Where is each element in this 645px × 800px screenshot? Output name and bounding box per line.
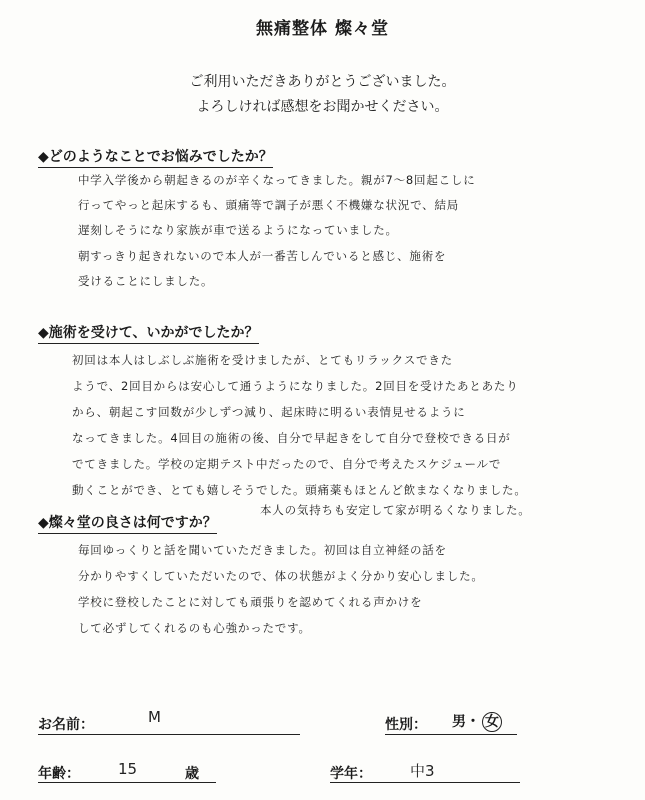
page-title: 無痛整体 燦々堂 [256,19,389,39]
age-underline [38,782,216,783]
intro-line-2: よろしければ感想をお聞かせください。 [196,99,449,115]
answer-line: 行ってやっと起床するも、頭痛等で調子が悪く不機嫌な状況で、結局 [78,198,460,212]
answer-line: でてきました。学校の定期テスト中だったので、自分で考えたスケジュールで [72,457,502,471]
age-value: 15 [118,760,138,778]
answer-line: 本人の気持ちも安定して家が明るくなりました。 [260,503,531,517]
section-heading-concerns: ◆どのようなことでお悩みでしたか？ [38,146,273,168]
intro-line-1: ご利用いただきありがとうございました。 [189,74,456,90]
age-unit: 歳 [185,766,199,782]
answer-line: 初回は本人はしぶしぶ施術を受けましたが、とてもリラックスできた [72,353,453,367]
answer-line: 受けることにしました。 [78,274,214,288]
name-value: M [148,708,161,726]
answer-line: 学校に登校したことに対しても頑張りを認めてくれる声かけを [78,595,423,609]
answer-line: 朝すっきり起きれないので本人が一番苦しんでいると感じ、施術を [78,249,447,263]
grade-underline [330,782,520,783]
grade-value: 中3 [410,762,435,780]
section-heading-strengths: ◆燦々堂の良さは何ですか？ [38,512,217,534]
name-label: お名前： [38,717,94,733]
gender-male: 男 [452,714,466,730]
answer-line: 分かりやすくしていただいたので、体の状態がよく分かり安心しました。 [78,569,484,583]
intro-text [0,70,645,120]
age-label: 年齢： [38,766,80,782]
grade-label: 学年： [330,766,372,782]
answer-line: 動くことができ、とても嬉しそうでした。頭痛薬もほとんど飲まなくなりました。 [72,483,527,497]
answer-line: から、朝起こす回数が少しずつ減り、起床時に明るい表情見せるように [72,405,466,419]
answer-line: なってきました。4回目の施術の後、自分で早起きをして自分で登校できる日が [72,431,511,445]
answer-line: ようで、2回目からは安心して通うようになりました。2回目を受けたあとあたり [72,379,519,393]
gender-options [452,711,502,732]
answer-line: して必ずしてくれるのも心強かったです。 [78,621,311,635]
answer-line: 毎回ゆっくりと話を聞いていただきました。初回は自立神経の話を [78,543,447,557]
answer-line: 中学入学後から朝起きるのが辛くなってきました。親が7〜8回起こしに [78,173,476,187]
answer-line: 遅刻しそうになり家族が車で送るようになっていました。 [78,223,398,237]
gender-underline [385,734,517,735]
gender-female-circled: 女 [482,712,502,732]
gender-separator: ・ [466,714,480,730]
name-underline [38,734,300,735]
gender-label: 性別： [385,717,427,733]
section-heading-results: ◆施術を受けて、いかがでしたか？ [38,322,259,344]
